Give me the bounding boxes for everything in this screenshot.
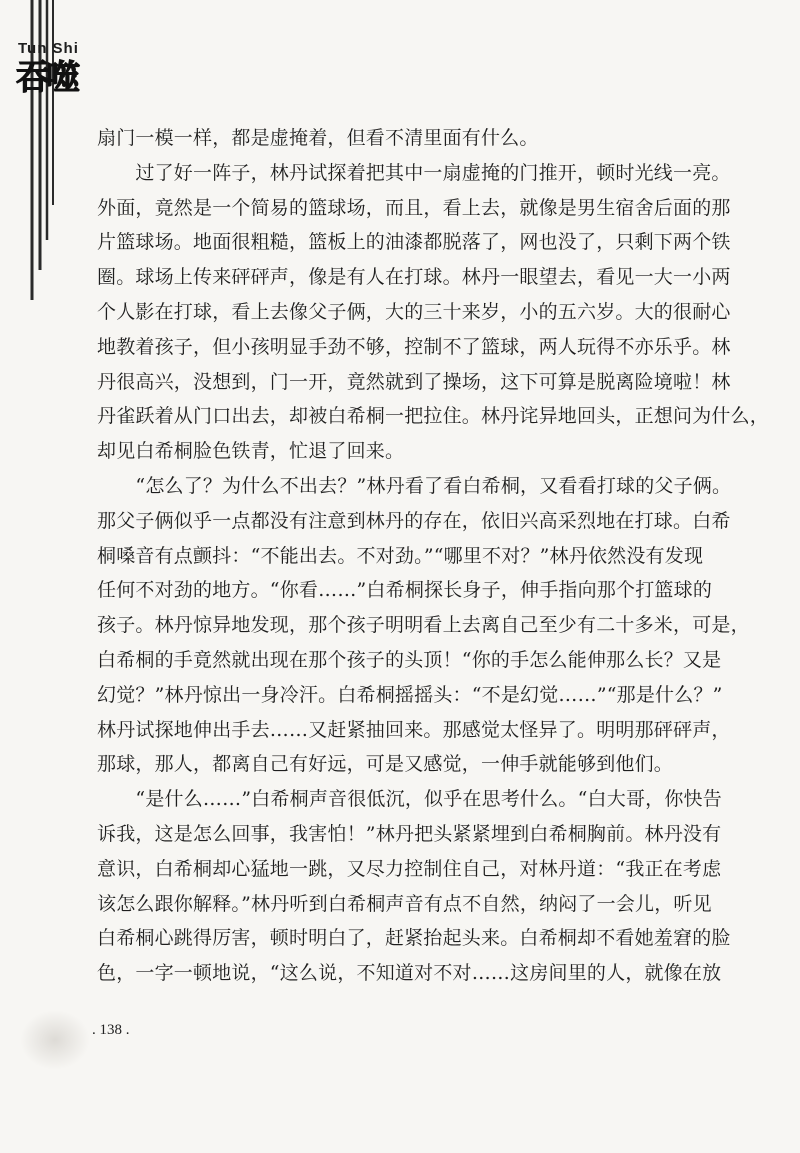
text-line: 意识，白希桐却心猛地一跳，又尽力控制住自己，对林丹道：“我正在考虑: [97, 857, 722, 880]
text-line: 外面，竟然是一个简易的篮球场，而且，看上去，就像是男生宿舍后面的那: [97, 196, 731, 219]
text-line: 白希桐心跳得厉害，顿时明白了，赶紧抬起头来。白希桐却不看她羞窘的脸: [97, 927, 731, 950]
text-line: 孩子。林丹惊异地发现，那个孩子明明看上去离自己至少有二十多米，可是，: [97, 614, 750, 637]
text-line: 白希桐的手竟然就出现在那个孩子的头顶！“你的手怎么能伸那么长？又是: [97, 648, 722, 671]
text-line: 却见白希桐脸色铁青，忙退了回来。: [97, 440, 405, 463]
text-line: 那父子俩似乎一点都没有注意到林丹的存在，依旧兴高采烈地在打球。白希: [97, 509, 731, 532]
text-line: 丹很高兴，没想到，门一开，竟然就到了操场，这下可算是脱离险境啦！林: [97, 370, 731, 393]
text-line: 地教着孩子，但小孩明显手劲不够，控制不了篮球，两人玩得不亦乐乎。林: [97, 335, 731, 358]
body-text: [97, 121, 770, 991]
text-line: 桐嗓音有点颤抖：“不能出去。不对劲。”“哪里不对？”林丹依然没有发现: [97, 544, 704, 567]
text-line: 圈。球场上传来砰砰声，像是有人在打球。林丹一眼望去，看见一大一小两: [97, 266, 731, 289]
text-line: 个人影在打球，看上去像父子俩，大的三十来岁，小的五六岁。大的很耐心: [97, 300, 731, 323]
text-line: 诉我，这是怎么回事，我害怕！”林丹把头紧紧埋到白希桐胸前。林丹没有: [97, 822, 722, 845]
text-line: 林丹试探地伸出手去……又赶紧抽回来。那感觉太怪异了。明明那砰砰声，: [97, 718, 731, 741]
logo-cjk-text: 吞噬: [16, 58, 76, 98]
logo-latin-text: Tun Shi: [18, 40, 79, 57]
text-line: “是什么……”白希桐声音很低沉，似乎在思考什么。“白大哥，你快告: [97, 788, 722, 811]
text-line: 过了好一阵子，林丹试探着把其中一扇虚掩的门推开，顿时光线一亮。: [97, 161, 731, 184]
text-line: 幻觉？”林丹惊出一身冷汗。白希桐摇摇头：“不是幻觉……”“那是什么？”: [97, 683, 723, 706]
book-logo: [16, 40, 96, 102]
text-line: 丹雀跃着从门口出去，却被白希桐一把拉住。林丹诧异地回头，正想问为什么，: [97, 405, 770, 428]
text-line: 任何不对劲的地方。“你看……”白希桐探长身子，伸手指向那个打篮球的: [97, 579, 713, 602]
text-line: 该怎么跟你解释。”林丹听到白希桐声音有点不自然，纳闷了一会儿，听见: [97, 892, 712, 915]
text-line: 扇门一模一样，都是虚掩着，但看不清里面有什么。: [97, 127, 539, 149]
text-line: “怎么了？为什么不出去？”林丹看了看白希桐，又看看打球的父子俩。: [97, 474, 732, 497]
text-line: 色，一字一顿地说，“这么说，不知道对不对……这房间里的人，就像在放: [97, 962, 722, 985]
text-line: 片篮球场。地面很粗糙，篮板上的油漆都脱落了，网也没了，只剩下两个铁: [97, 231, 731, 254]
text-line: 那球，那人，都离自己有好远，可是又感觉，一伸手就能够到他们。: [97, 753, 674, 776]
page-number: . 138 .: [92, 1022, 130, 1038]
page-smudge: [20, 1010, 90, 1070]
